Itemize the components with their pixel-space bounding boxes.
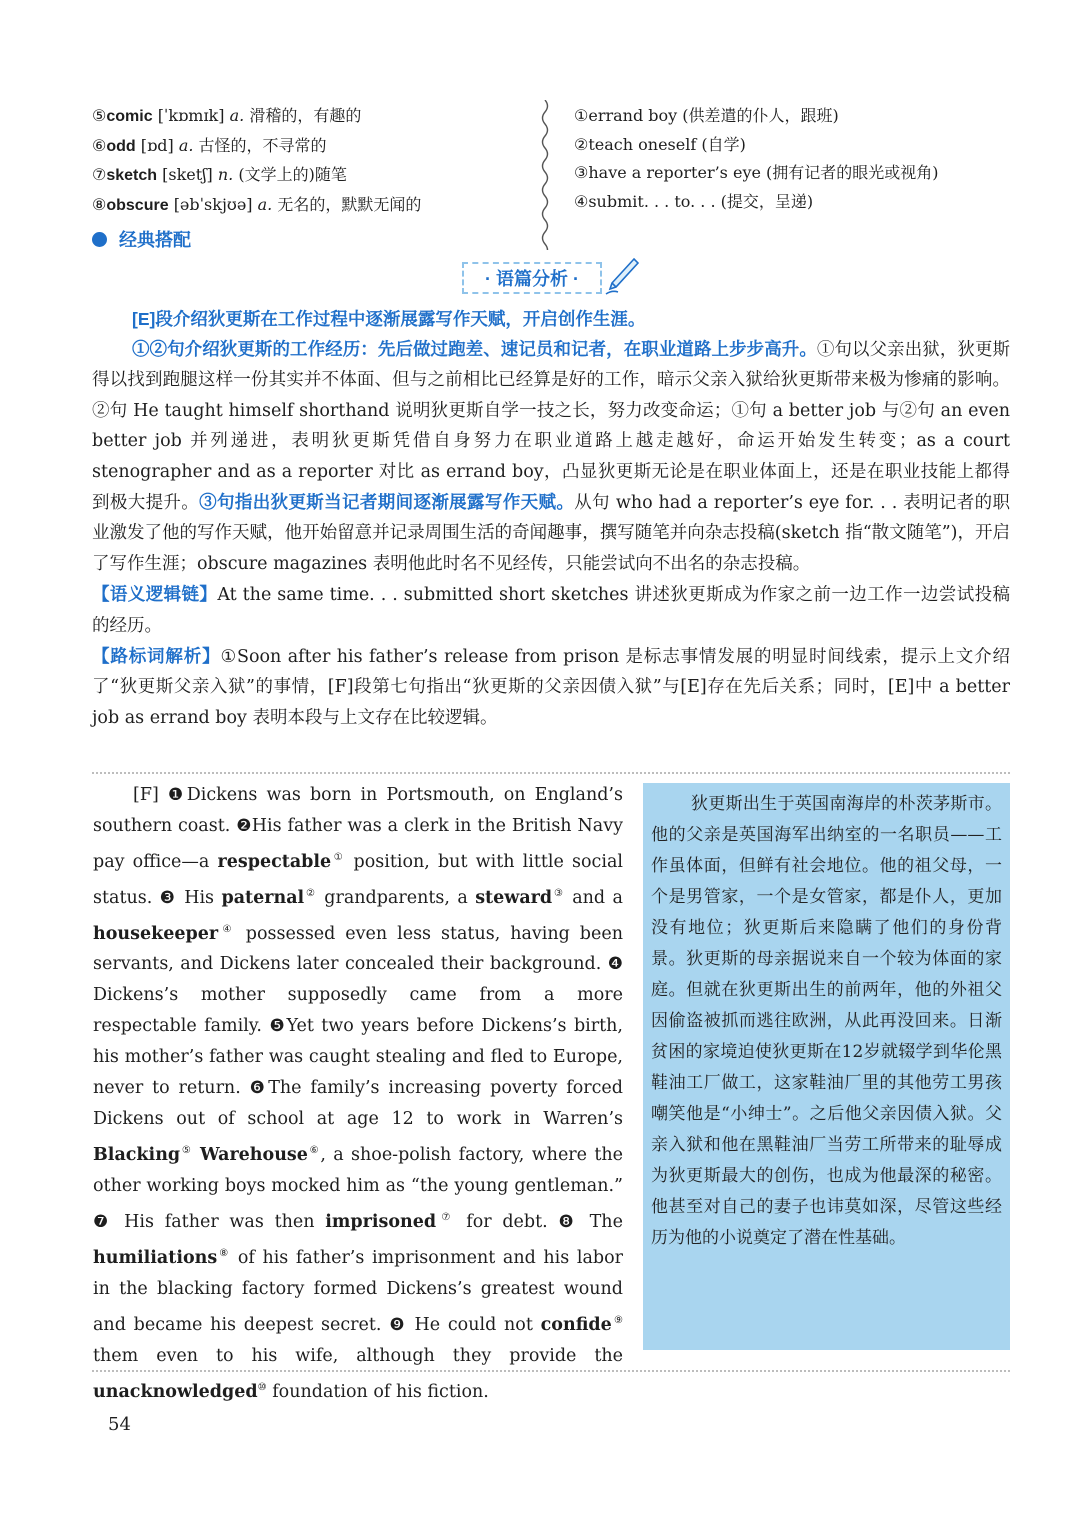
dotted-divider <box>92 1370 1010 1372</box>
analysis-paragraph <box>92 334 1010 579</box>
pen-icon <box>604 256 640 296</box>
signpost-text: ①Soon after his father’s release from prison 是标志事情发展的明显时间线索，提示上文介绍了“狄更斯父亲入狱”的事情，[F]段第七句指出“狄更斯的父亲因债入狱”与[E]存在先后关系；同时，[E]中 a better job as errand boy 表明本段与上文存在比较逻辑。 <box>92 647 1010 728</box>
analysis-section <box>92 304 1010 733</box>
passage-f-text: [F] ❶Dickens was born in Portsmouth, on England’s southern coast. ❷His father was a clerk in the British Navy pay office—a respectable① position, but with little social status. ❸ His paternal② grandparents, a steward③ and a housekeeper④ possessed even less status, having been servants, and Dickens later concealed their background. ❹ Dickens’s mother supposedly came from a more respectable family. ❺Yet two years before Dickens’s birth, his mother’s father was caught stealing and fled to Europe, never to return. ❻The family’s increasing poverty forced Dickens out of school at age 12 to work in Warren’s Blacking⑤ Warehouse⑥, a shoe-polish factory, where the other working boys mocked him as “the young gentleman.” ❼ His father was then imprisoned⑦ for debt. ❽ The humiliations⑧ of his father’s imprisonment and his labor in the blacking factory formed Dickens’s greatest wound and became his deepest secret. ❾ He could not confide⑨ them even to his wife, although they provide the unacknowledged⑩ foundation of his fiction. <box>93 785 623 1402</box>
analysis-banner: · 语篇分析 · <box>462 262 602 294</box>
vocab-item: ⑧obscure [əbˈskjʊə] a. 无名的，默默无闻的 <box>92 194 422 214</box>
logic-chain-paragraph <box>92 579 1010 641</box>
vocabulary-list <box>92 102 532 220</box>
section-label-text: 经典搭配 <box>119 230 191 250</box>
page-number: 54 <box>108 1414 131 1435</box>
translation-text: 狄更斯出生于英国南海岸的朴茨茅斯市。他的父亲是英国海军出纳室的一名职员——工作虽体面，但鲜有社会地位。他的祖父母，一个是男管家，一个是女管家，都是仆人，更加没有地位；狄更斯后来隐瞒了他们的身份背景。狄更斯的母亲据说来自一个较为体面的家庭。但就在狄更斯出生的前两年，他的外祖父因偷盗被抓而逃往欧洲，从此再没回来。日渐贫困的家境迫使狄更斯在12岁就辍学到华伦黑鞋油工厂做工，这家鞋油厂里的其他劳工男孩嘲笑他是“小绅士”。之后他父亲因债入狱。父亲入狱和他在黑鞋油厂当劳工所带来的耻辱成为狄更斯最大的创伤，也成为他最深的秘密。他甚至对自己的妻子也讳莫如深，尽管这些经历为他的小说奠定了潜在性基础。 <box>651 794 1002 1248</box>
collocation-item: ②teach oneself (自学) <box>574 134 746 154</box>
logic-chain-label: 【语义逻辑链】 <box>92 584 218 605</box>
analysis-highlight: ③句指出狄更斯当记者期间逐渐展露写作天赋。 <box>199 492 575 513</box>
analysis-text: 从句 who had a reporter’s eye for. . . 表明记者的职业激发了他的写作天赋，他开始留意并记录周围生活的奇闻趣事，撰写随笔并向杂志投稿(sketch 指“散文随笔”)，开启了写作生涯；obscure magazines 表明他此时名不见经传，只能尝试向不出名的杂志投稿。 <box>92 493 1011 574</box>
collocation-list <box>574 102 1014 216</box>
vocab-item: ⑦sketch [sketʃ] n. (文学上的)随笔 <box>92 165 347 184</box>
analysis-highlight: ①②句介绍狄更斯的工作经历：先后做过跑差、速记员和记者，在职业道路上步步高升。 <box>132 339 817 359</box>
section-label <box>92 226 191 252</box>
collocation-item: ④submit. . . to. . . (提交，呈递) <box>574 191 814 211</box>
squiggle-divider <box>538 100 552 250</box>
collocation-item: ③have a reporter’s eye (拥有记者的眼光或视角) <box>574 163 939 182</box>
logic-chain-text: At the same time. . . submitted short sketches 讲述狄更斯成为作家之前一边工作一边尝试投稿的经历。 <box>92 585 1010 636</box>
vocab-item: ⑥odd [ɒd] a. 古怪的，不寻常的 <box>92 135 327 155</box>
vocab-item: ⑤comic [ˈkɒmɪk] a. 滑稽的，有趣的 <box>92 106 362 125</box>
bullet-dot-icon <box>92 232 107 247</box>
analysis-heading: [E]段介绍狄更斯在工作过程中逐渐展露写作天赋，开启创作生涯。 <box>132 309 646 329</box>
analysis-text: ①句以父亲出狱，狄更斯得以找到跑腿这样一份其实并不体面、但与之前相比已经算是好的工作，暗示父亲入狱给狄更斯带来极为惨痛的影响。②句 He taught himself shorthand 说明狄更斯自学一技之长，努力改变命运；①句 a better job 与②句 an even better job 并列递进，表明狄更斯凭借自身努力在职业道路上越走越好，命运开始发生转变；as a court stenographer and as a reporter 对比 as errand boy，凸显狄更斯无论是在职业体面上，还是在职业技能上都得到极大提升。 <box>92 340 1011 514</box>
passage-f <box>93 780 623 1408</box>
signpost-paragraph <box>92 641 1010 733</box>
signpost-label: 【路标词解析】 <box>92 646 221 667</box>
translation-box <box>643 783 1010 1350</box>
collocation-item: ①errand boy (供差遣的仆人，跟班) <box>574 106 839 125</box>
dotted-divider <box>92 772 1010 774</box>
